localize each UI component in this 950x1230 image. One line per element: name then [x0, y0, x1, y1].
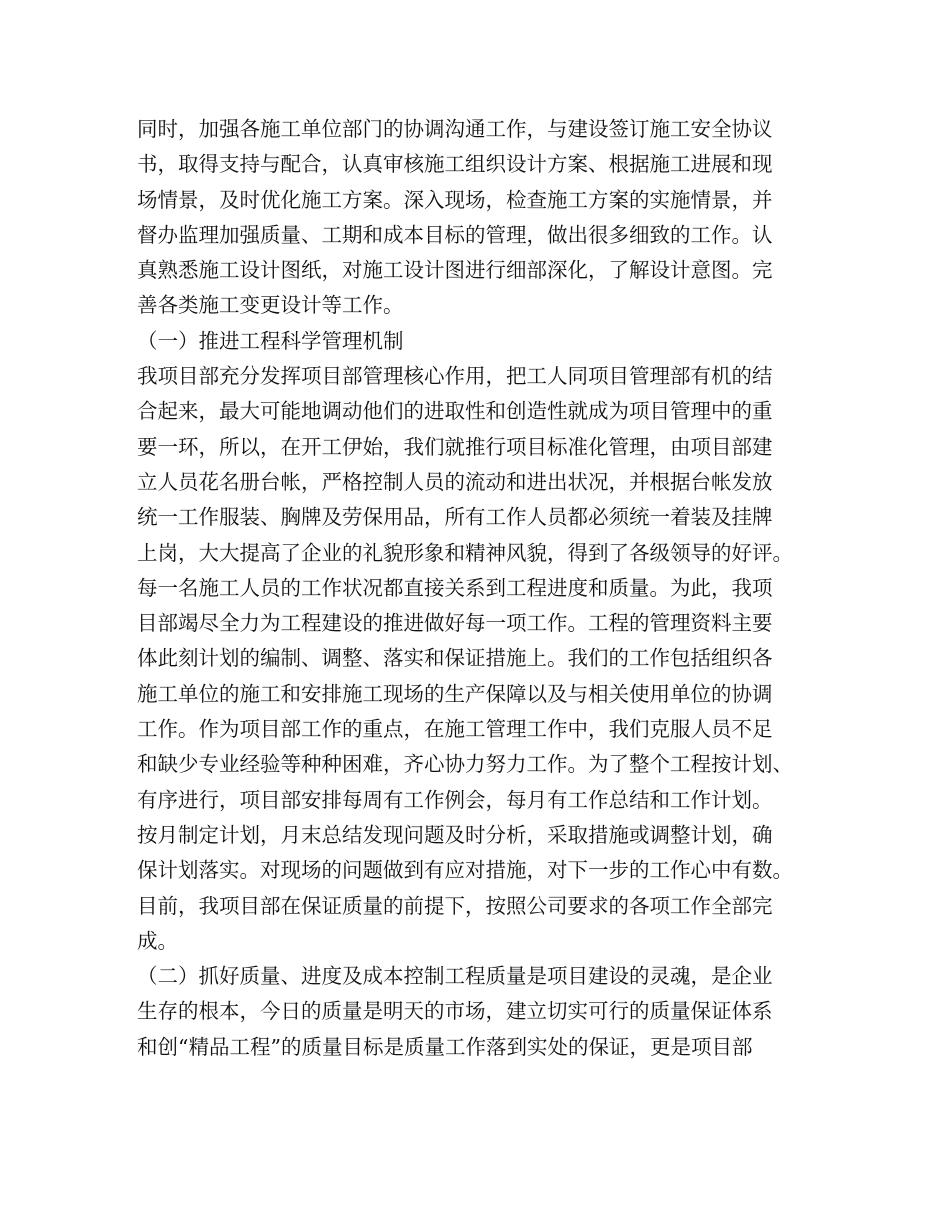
text-line: 同时，加强各施工单位部门的协调沟通工作，与建设签订施工安全协议	[137, 117, 773, 141]
text-line: 体此刻计划的编制、调整、落实和保证措施上。我们的工作包括组织各	[137, 646, 773, 671]
text-line: 立人员花名册台帐，严格控制人员的流动和进出状况，并根据台帐发放	[137, 469, 773, 494]
text-line: 真熟悉施工设计图纸，对施工设计图进行细部深化，了解设计意图。完	[137, 258, 773, 283]
text-line: 书，取得支持与配合，认真审核施工组织设计方案、根据施工进展和现	[137, 152, 773, 177]
text-line: 施工单位的施工和安排施工现场的生产保障以及与相关使用单位的协调	[137, 681, 773, 706]
text-line: 有序进行，项目部安排每周有工作例会，每月有工作总结和工作计划。	[137, 787, 773, 812]
text-line: 统一工作服装、胸牌及劳保用品，所有工作人员都必须统一着装及挂牌	[137, 505, 773, 530]
text-line: 和缺少专业经验等种种困难，齐心协力努力工作。为了整个工程按计划、	[137, 752, 793, 777]
text-line: 我项目部充分发挥项目部管理核心作用，把工人同项目管理部有机的结	[137, 364, 773, 389]
text-line: 目前，我项目部在保证质量的前提下，按照公司要求的各项工作全部完	[137, 893, 773, 918]
text-line: 目部竭尽全力为工程建设的推进做好每一项工作。工程的管理资料主要	[137, 611, 773, 636]
text-line: 成。	[137, 928, 178, 953]
text-line: 和创“精品工程”的质量目标是质量工作落到实处的保证，更是项目部	[137, 1034, 753, 1059]
text-line: 合起来，最大可能地调动他们的进取性和创造性就成为项目管理中的重	[137, 399, 773, 424]
text-line: 督办监理加强质量、工期和成本目标的管理，做出很多细致的工作。认	[137, 222, 773, 247]
text-line: 每一名施工人员的工作状况都直接关系到工程进度和质量。为此，我项	[137, 575, 773, 600]
body-text	[137, 112, 827, 1065]
text-line: 善各类施工变更设计等工作。	[137, 293, 404, 318]
text-line: 要一环，所以，在开工伊始，我们就推行项目标准化管理，由项目部建	[137, 434, 773, 459]
text-line: 生存的根本，今日的质量是明天的市场，建立切实可行的质量保证体系	[137, 999, 773, 1024]
text-line: 场情景，及时优化施工方案。深入现场，检查施工方案的实施情景，并	[137, 187, 773, 212]
text-line: 工作。作为项目部工作的重点，在施工管理工作中，我们克服人员不足	[137, 717, 773, 742]
text-line: 保计划落实。对现场的问题做到有应对措施，对下一步的工作心中有数。	[137, 858, 793, 883]
text-line: 上岗，大大提高了企业的礼貌形象和精神风貌，得到了各级领导的好评。	[137, 540, 793, 565]
text-line: 按月制定计划，月末总结发现问题及时分析，采取措施或调整计划，确	[137, 822, 773, 847]
section-heading: （一）推进工程科学管理机制	[137, 328, 404, 353]
section-heading: （二）抓好质量、进度及成本控制工程质量是项目建设的灵魂，是企业	[137, 964, 773, 989]
